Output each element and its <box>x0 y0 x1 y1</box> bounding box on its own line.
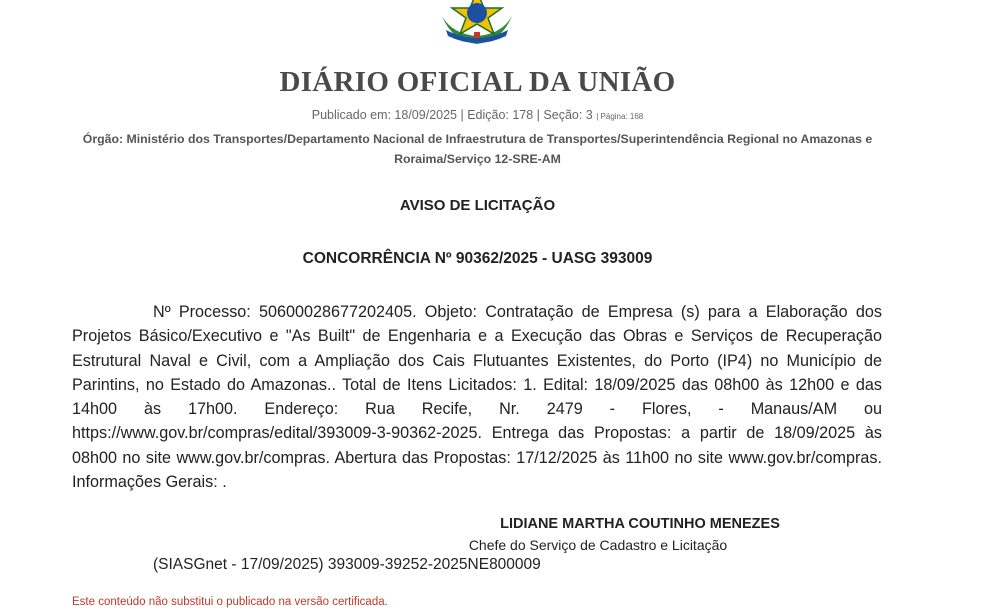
publication-meta <box>0 108 955 122</box>
brazil-coat-of-arms-emblem <box>432 0 522 48</box>
publication-title: DIÁRIO OFICIAL DA UNIÃO <box>279 66 676 98</box>
publication-info: Publicado em: 18/09/2025 | Edição: 178 | Seção: 3 <box>311 108 593 122</box>
page-number: | Página: 168 <box>596 112 644 121</box>
signer-name: LIDIANE MARTHA COUTINHO MENEZES <box>500 516 780 532</box>
signer-role: Chefe do Serviço de Cadastro e Licitação <box>468 537 728 553</box>
siasg-reference: (SIASGnet - 17/09/2025) 393009-39252-2025NE800009 <box>153 556 541 573</box>
certification-disclaimer: Este conteúdo não substitui o publicado na versão certificada. <box>72 596 388 608</box>
notice-heading: AVISO DE LICITAÇÃO <box>399 197 556 214</box>
tender-number: CONCORRÊNCIA Nº 90362/2025 - UASG 393009 <box>302 250 653 267</box>
issuing-agency: Órgão: Ministério dos Transportes/Departamento Nacional de Infraestrutura de Transportes/Superintendência Regional no Amazonas e Roraima/Serviço 12-SRE-AM <box>82 132 873 166</box>
notice-body: Nº Processo: 50600028677202405. Objeto: Contratação de Empresa (s) para a Elaboração dos Projetos Básico/Executivo e "As Built" de Engenharia e a Execução das Obras e Serviços de Recuperação Estrutural Naval e Civil, com a Ampliação dos Cais Flutuantes Existentes, do Porto (IP4) no Município de Parintins, no Estado do Amazonas.. Total de Itens Licitados: 1. Edital: 18/09/2025 das 08h00 às 12h00 e das 14h00 às 17h00. Endereço: Rua Recife, Nr. 2479 - Flores, - Manaus/AM ou https://www.gov.br/compras/edital/393009-3-90362-2025. Entrega das Propostas: a partir de 18/09/2025 às 08h00 no site www.gov.br/compras. Abertura das Propostas: 17/12/2025 às 11h00 no site www.gov.br/compras. Informações Gerais: . <box>72 303 882 492</box>
